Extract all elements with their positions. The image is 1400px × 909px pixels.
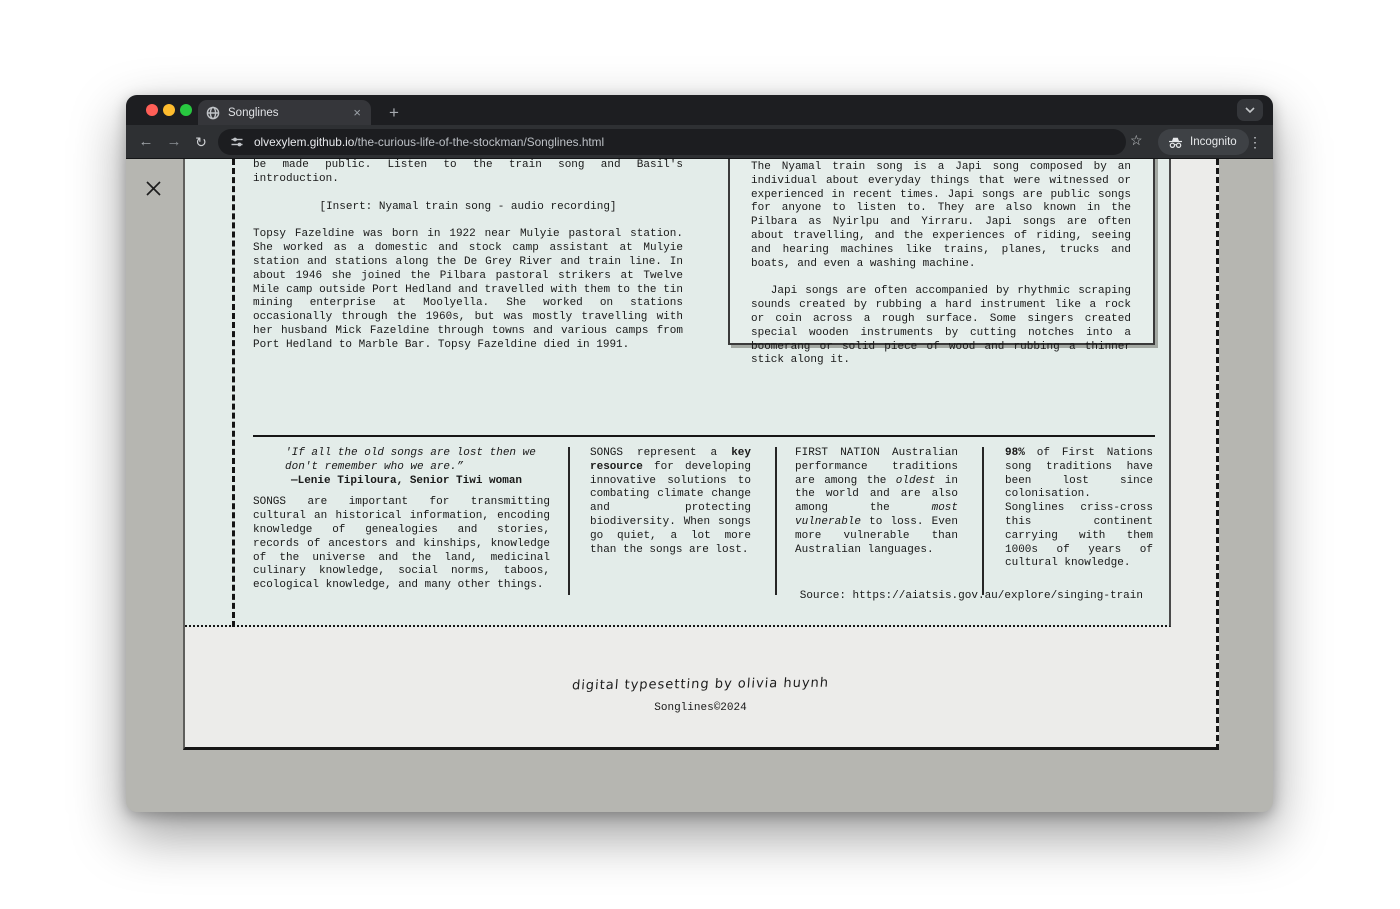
col3-text-cont: to loss. Even more vulnerable than Australian languages. xyxy=(795,515,958,556)
col3-italic-oldest: oldest xyxy=(895,474,936,487)
col3-text: FIRST NATION Australian performance traditions are among the xyxy=(795,447,958,487)
col4-text: of First Nations song traditions have been lost since colonisation. Songlines criss-cross this continent carrying with them 1000s of years of cultural knowledge. xyxy=(1005,447,1153,570)
column-first-nation xyxy=(775,447,982,595)
back-button[interactable]: ← xyxy=(138,133,154,150)
incognito-badge xyxy=(1158,129,1249,155)
tab-close-icon[interactable]: × xyxy=(353,105,361,120)
document-paper xyxy=(183,159,1219,750)
left-text-column xyxy=(253,159,683,367)
tab-title: Songlines xyxy=(228,106,279,119)
zoom-window-button[interactable] xyxy=(180,104,192,116)
page-viewport xyxy=(126,159,1273,812)
incognito-label: Incognito xyxy=(1190,136,1237,148)
close-window-button[interactable] xyxy=(146,104,158,116)
column-98-percent xyxy=(982,447,1155,595)
copyright-line: Songlines©2024 xyxy=(654,702,747,714)
column-quote xyxy=(253,447,568,595)
japi-paragraph-1: The Nyamal train song is a Japi song composed by an individual about everyday things that were witnessed or experienced in recent times. Japi songs are public songs for anyone to listen to. They are also known in the Pilbara as Nyirlpu and Yirraru. Japi songs are often about travelling, and the experiences of riding, seeing and hearing machines like trains, planes, trucks and boats, and even a washing machine. xyxy=(751,161,1131,270)
topsy-paragraph: Topsy Fazeldine was born in 1922 near Mulyie pastoral station. She worked as a domestic and stock camp assistant at Mulyie station and stations along the De Grey River and train line. In about 1946 she joined the Pilbara pastoral strikers at Twelve Mile camp outside Port Hedland and travelled with them to the tin mining enterprise at Moolyella. She worked on stations occasionally through the 1960s, but was mostly travelling with her husband Mick Fazeldine through towns and various camps from Port Hedland to Marble Bar. Topsy Fazeldine died in 1991. xyxy=(253,228,683,351)
insert-note: [Insert: Nyamal train song - audio recording] xyxy=(319,200,617,213)
url-text xyxy=(254,135,604,149)
minimize-window-button[interactable] xyxy=(163,104,175,116)
intro-paragraph: be made public. Listen to the train song and Basil's introduction. xyxy=(253,159,683,185)
japi-song-box xyxy=(728,159,1155,367)
browser-window xyxy=(126,95,1273,812)
browser-toolbar xyxy=(126,125,1273,159)
forward-button[interactable]: → xyxy=(166,133,182,150)
url-path: /the-curious-life-of-the-stockman/Songlines.html xyxy=(354,135,605,149)
globe-favicon-icon xyxy=(206,106,220,120)
col2-text: SONGS represent a xyxy=(590,447,732,459)
fact-columns xyxy=(253,443,1155,595)
source-link[interactable]: Source: https://aiatsis.gov.au/explore/singing-train xyxy=(799,590,1143,602)
col2-text-cont: for developing innovative solutions to combating climate change and protecting biodiversity. When songs go quiet, a lot more than the songs are lost. xyxy=(590,460,751,556)
bookmark-star-icon[interactable]: ☆ xyxy=(1130,132,1143,148)
new-tab-button[interactable]: + xyxy=(389,103,399,122)
col4-bold-98: 98% xyxy=(1005,447,1025,459)
col3-text-mid: in the world and are also among the xyxy=(795,474,958,515)
tab-strip xyxy=(126,95,1273,125)
quote-attribution: —Lenie Tipiloura, Senior Tiwi woman xyxy=(291,474,523,487)
browser-menu-button[interactable]: ⋮ xyxy=(1248,134,1262,150)
site-settings-icon[interactable] xyxy=(230,135,244,149)
chevron-down-icon xyxy=(1244,106,1256,114)
songs-importance-paragraph: SONGS are important for transmitting cultural an historical information, encoding knowledge of genealogies and stories, records of ancestors and kinships, knowledge of the universe and the land, medicinal culinary knowledge, social norms, taboos, ecological knowledge, and many other things. xyxy=(253,496,550,592)
tab-songlines[interactable] xyxy=(198,100,371,125)
incognito-icon xyxy=(1168,136,1183,149)
typesetting-credit: digital typesetting by olivia huynh xyxy=(571,675,830,694)
reload-button[interactable]: ↻ xyxy=(195,134,207,150)
horizontal-rule xyxy=(253,435,1155,437)
tab-search-button[interactable] xyxy=(1237,99,1263,121)
japi-paragraph-2: Japi songs are often accompanied by rhythmic scraping sounds created by rubbing a hard instrument like a rock or coin across a rough surface. Some singers created special wooden instruments by cutting notches into a boomerang or solid piece of wood and rubbing a thinner stick along it. xyxy=(751,285,1131,367)
article-panel xyxy=(185,159,1171,627)
column-key-resource xyxy=(568,447,775,595)
close-page-icon[interactable] xyxy=(145,180,162,197)
quote-text: 'If all the old songs are lost then we don't remember who we are.” xyxy=(285,447,536,473)
address-bar[interactable] xyxy=(218,129,1126,155)
url-domain: olvexylem.github.io xyxy=(254,135,355,149)
col2-bold-text: key resource xyxy=(590,447,751,473)
dashed-margin-line xyxy=(232,159,235,627)
col3-italic-vulnerable: most vulnerable xyxy=(795,502,958,528)
